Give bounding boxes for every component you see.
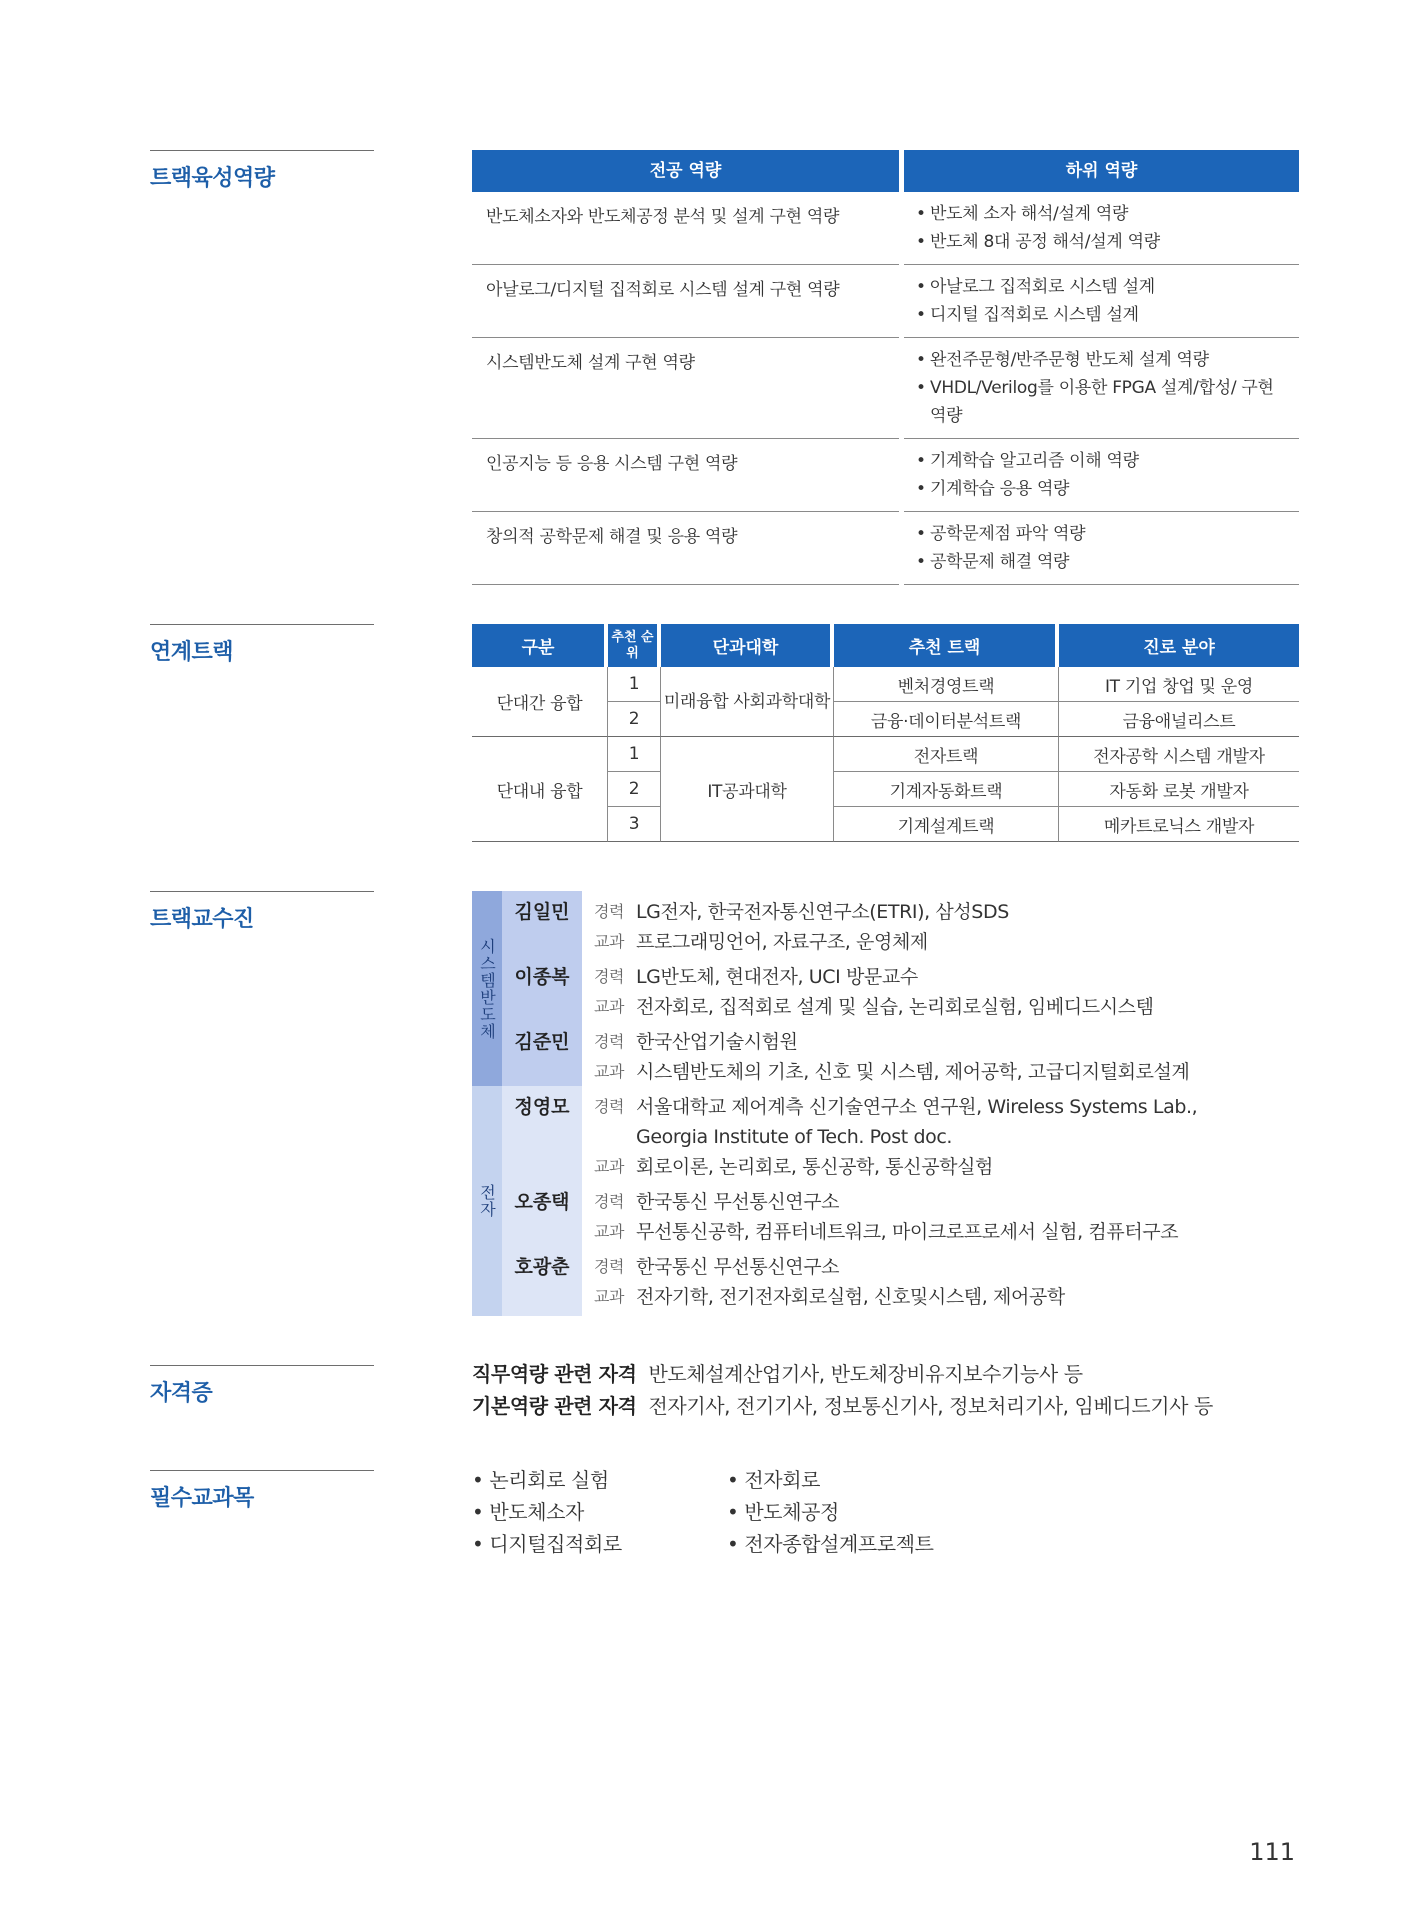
- course-tag: 교과: [594, 1222, 625, 1241]
- linked-career: 자동화 로봇 개발자: [1059, 772, 1299, 807]
- career-text: 한국산업기술시험원: [636, 1031, 798, 1053]
- faculty-info: [582, 1181, 1299, 1246]
- career-text: 서울대학교 제어계측 신기술연구소 연구원, Wireless Systems Lab.,: [636, 1096, 1198, 1118]
- linked-rank: 2: [608, 702, 661, 737]
- major-competency: 시스템반도체 설계 구현 역량: [472, 338, 899, 439]
- faculty-name: 이종복: [502, 956, 582, 1021]
- sub-competency-list: [904, 338, 1299, 439]
- faculty-member: [502, 891, 1299, 956]
- course-text: 전자기학, 전기전자회로실험, 신호및시스템, 제어공학: [636, 1286, 1065, 1308]
- career-tag: 경력: [594, 1257, 625, 1276]
- linked-rank: 1: [608, 737, 661, 772]
- faculty-course-line: [594, 927, 1299, 957]
- sub-competency-item: • 완전주문형/반주문형 반도체 설계 역량: [916, 346, 1287, 374]
- faculty-course-line: [594, 1282, 1299, 1312]
- faculty-info: [582, 956, 1299, 1021]
- course-text: 전자회로, 집적회로 설계 및 실습, 논리회로실험, 임베디드시스템: [636, 996, 1154, 1018]
- major-competency: 창의적 공학문제 해결 및 응용 역량: [472, 512, 899, 585]
- sub-competency-list: [904, 439, 1299, 512]
- sub-competency-item: • VHDL/Verilog를 이용한 FPGA 설계/합성/ 구현 역량: [916, 374, 1287, 430]
- course-item: • 반도체공정: [727, 1500, 839, 1524]
- faculty-career-line: [594, 1027, 1299, 1057]
- course-tag: 교과: [594, 1157, 625, 1176]
- career-text: 한국통신 무선통신연구소: [636, 1256, 840, 1278]
- certificate-label: 기본역량 관련 자격: [472, 1394, 637, 1418]
- faculty-career-line: [594, 1187, 1299, 1217]
- header-category: 구분: [472, 624, 608, 667]
- header-college: 단과대학: [661, 624, 834, 667]
- faculty-info: [582, 1246, 1299, 1316]
- header-major-competency: 전공 역량: [472, 150, 899, 192]
- faculty-info: [582, 891, 1299, 956]
- course-text: 시스템반도체의 기초, 신호 및 시스템, 제어공학, 고급디지털회로설계: [636, 1061, 1190, 1083]
- faculty-name: 김일민: [502, 891, 582, 956]
- faculty-course-line: [594, 1217, 1299, 1247]
- faculty-members: [502, 1086, 1299, 1316]
- course-item: • 논리회로 실험: [472, 1468, 609, 1492]
- linked-career: 메카트로닉스 개발자: [1059, 807, 1299, 842]
- faculty-member: [502, 956, 1299, 1021]
- certificates: [472, 1358, 1299, 1422]
- career-text: Georgia Institute of Tech. Post doc.: [636, 1126, 953, 1148]
- sub-competency-list: [904, 265, 1299, 338]
- linked-college: IT공과대학: [661, 737, 834, 842]
- certificate-label: 직무역량 관련 자격: [472, 1362, 637, 1386]
- faculty-name: 오종택: [502, 1181, 582, 1246]
- linked-career: IT 기업 창업 및 운영: [1059, 667, 1299, 702]
- linked-header-row: [472, 624, 1299, 667]
- career-tag: 경력: [594, 1097, 625, 1116]
- faculty-career-line: [594, 897, 1299, 927]
- linked-track: 기계설계트랙: [834, 807, 1059, 842]
- courses-column-right: [727, 1464, 982, 1560]
- career-text: LG반도체, 현대전자, UCI 방문교수: [636, 966, 918, 988]
- faculty-career-line: [594, 1092, 1299, 1122]
- sub-competency-list: [904, 512, 1299, 585]
- competency-row: [472, 512, 1299, 585]
- courses-column-left: [472, 1464, 727, 1560]
- sub-competency-item: • 기계학습 응용 역량: [916, 475, 1287, 503]
- linked-row: [472, 667, 1299, 702]
- sub-competency-item: • 아날로그 집적회로 시스템 설계: [916, 273, 1287, 301]
- course-text: 프로그래밍언어, 자료구조, 운영체제: [636, 931, 928, 953]
- section-label-competency: 트랙육성역량: [150, 150, 374, 192]
- course-item: • 전자회로: [727, 1468, 821, 1492]
- faculty-course-line: [594, 1057, 1299, 1087]
- competency-row: [472, 439, 1299, 512]
- certificate-line: [472, 1358, 1299, 1390]
- faculty-name: 호광춘: [502, 1246, 582, 1316]
- course-item: • 전자종합설계프로젝트: [727, 1532, 934, 1556]
- faculty-info: [582, 1021, 1299, 1086]
- faculty-info: [582, 1086, 1299, 1181]
- certificate-line: [472, 1390, 1299, 1422]
- course-text: 무선통신공학, 컴퓨터네트워크, 마이크로프로세서 실험, 컴퓨터구조: [636, 1221, 1179, 1243]
- competency-header: [472, 150, 1299, 192]
- header-rank: 추천 순위: [608, 624, 661, 667]
- major-competency: 인공지능 등 응용 시스템 구현 역량: [472, 439, 899, 512]
- section-label-certificates: 자격증: [150, 1365, 374, 1407]
- faculty-career-line-2: [594, 1122, 1299, 1152]
- career-text: LG전자, 한국전자통신연구소(ETRI), 삼성SDS: [636, 901, 1009, 923]
- section-label-linked: 연계트랙: [150, 624, 374, 666]
- faculty-list: [472, 891, 1299, 1316]
- sub-competency-item: • 공학문제점 파악 역량: [916, 520, 1287, 548]
- faculty-members: [502, 891, 1299, 1086]
- sub-competency-item: • 반도체 소자 해석/설계 역량: [916, 200, 1287, 228]
- faculty-group-electronics: [472, 1086, 1299, 1316]
- course-tag: 교과: [594, 1062, 625, 1081]
- faculty-category-label: [472, 1086, 502, 1316]
- course-tag: 교과: [594, 1287, 625, 1306]
- linked-track: 기계자동화트랙: [834, 772, 1059, 807]
- faculty-group-system: [472, 891, 1299, 1086]
- header-track: 추천 트랙: [834, 624, 1059, 667]
- linked-track: 금융·데이터분석트랙: [834, 702, 1059, 737]
- faculty-course-line: [594, 992, 1299, 1022]
- sub-competency-item: • 디지털 집적회로 시스템 설계: [916, 301, 1287, 329]
- required-courses: [472, 1464, 1072, 1560]
- major-competency: 아날로그/디지털 집적회로 시스템 설계 구현 역량: [472, 265, 899, 338]
- major-competency: 반도체소자와 반도체공정 분석 및 설계 구현 역량: [472, 192, 899, 265]
- competency-row: [472, 192, 1299, 265]
- faculty-member: [502, 1086, 1299, 1181]
- linked-rank: 3: [608, 807, 661, 842]
- course-tag: 교과: [594, 997, 625, 1016]
- faculty-course-line: [594, 1152, 1299, 1182]
- faculty-name: 김준민: [502, 1021, 582, 1086]
- course-tag: 교과: [594, 932, 625, 951]
- header-career: 진로 분야: [1059, 624, 1299, 667]
- page-number: 111: [1249, 1838, 1295, 1866]
- career-tag: 경력: [594, 1032, 625, 1051]
- linked-career: 금융애널리스트: [1059, 702, 1299, 737]
- career-tag: 경력: [594, 1192, 625, 1211]
- certificate-value: 전자기사, 전기기사, 정보통신기사, 정보처리기사, 임베디드기사 등: [648, 1394, 1213, 1418]
- course-item: • 반도체소자: [472, 1500, 584, 1524]
- faculty-member: [502, 1021, 1299, 1086]
- linked-row: [472, 737, 1299, 772]
- certificate-value: 반도체설계산업기사, 반도체장비유지보수기능사 등: [648, 1362, 1083, 1386]
- faculty-career-line: [594, 962, 1299, 992]
- linked-category: 단대간 융합: [472, 667, 608, 737]
- sub-competency-item: • 기계학습 알고리즘 이해 역량: [916, 447, 1287, 475]
- sub-competency-item: • 반도체 8대 공정 해석/설계 역량: [916, 228, 1287, 256]
- course-text: 회로이론, 논리회로, 통신공학, 통신공학실험: [636, 1156, 994, 1178]
- faculty-category-text: 시스템반도체: [477, 937, 497, 1040]
- linked-track: 전자트랙: [834, 737, 1059, 772]
- career-tag: 경력: [594, 967, 625, 986]
- faculty-career-line: [594, 1252, 1299, 1282]
- faculty-member: [502, 1181, 1299, 1246]
- linked-category: 단대내 융합: [472, 737, 608, 842]
- linked-college: 미래융합 사회과학대학: [661, 667, 834, 737]
- header-sub-competency: 하위 역량: [904, 150, 1299, 192]
- competency-table: [472, 150, 1299, 585]
- sub-competency-list: [904, 192, 1299, 265]
- linked-rank: 2: [608, 772, 661, 807]
- faculty-category-label: [472, 891, 502, 1086]
- linked-track-table: [472, 624, 1299, 842]
- faculty-category-text: 전자: [477, 1184, 497, 1218]
- faculty-member: [502, 1246, 1299, 1316]
- career-text: 한국통신 무선통신연구소: [636, 1191, 840, 1213]
- career-tag: 경력: [594, 902, 625, 921]
- sub-competency-item: • 공학문제 해결 역량: [916, 548, 1287, 576]
- section-label-faculty: 트랙교수진: [150, 891, 374, 933]
- linked-career: 전자공학 시스템 개발자: [1059, 737, 1299, 772]
- linked-track: 벤처경영트랙: [834, 667, 1059, 702]
- course-item: • 디지털집적회로: [472, 1532, 622, 1556]
- faculty-name: 정영모: [502, 1086, 582, 1181]
- competency-row: [472, 265, 1299, 338]
- linked-rank: 1: [608, 667, 661, 702]
- section-label-required: 필수교과목: [150, 1470, 374, 1512]
- competency-row: [472, 338, 1299, 439]
